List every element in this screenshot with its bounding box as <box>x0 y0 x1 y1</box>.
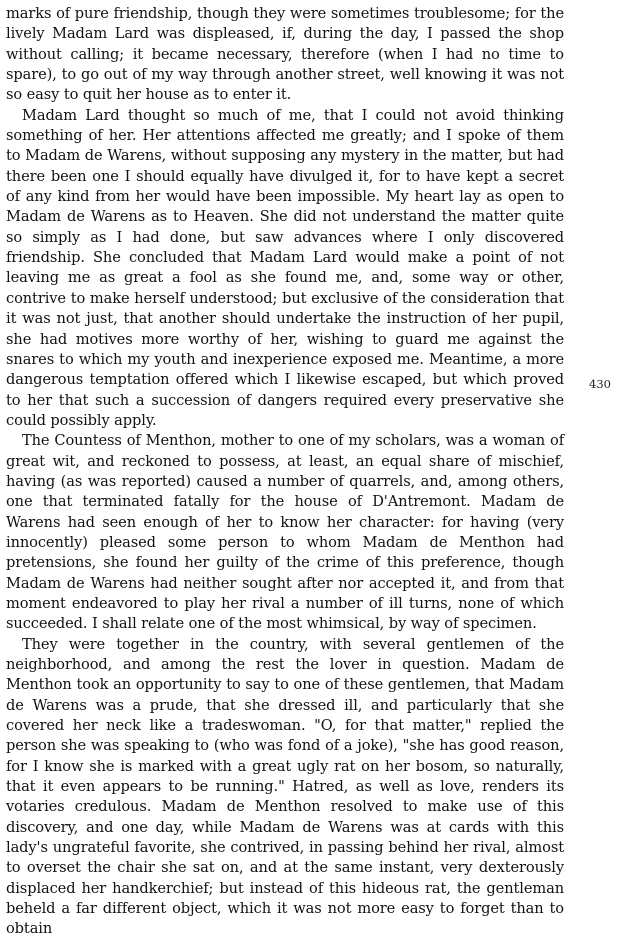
paragraph-country-gathering: They were together in the country, with several gentlemen of the neighborhood, and among the rest the lover in question. Madam de Menthon took an opportunity to say to one of these gentlemen, that Madam de Warens was a prude, that she dressed ill, and particularly that she covered her neck like a tradeswoman. "O, for that matter," replied the person she was speaking to (who was fond of a joke), "she has good reason, for I know she is marked with a great ugly rat on her bosom, so naturally, that it even appears to be running." Hatred, as well as love, renders its votaries credulous. Madam de Menthon resolved to make use of this discovery, and one day, while Madam de Warens was at cards with this lady's ungrateful favorite, she contrived, in passing behind her rival, almost to overset the chair she sat on, and at the same instant, very dexterously displaced her handkerchief; but instead of this hideous rat, the gentleman beheld a far different object, which it was not more easy to forget than to obtain <box>6 635 564 938</box>
book-page-text <box>6 4 564 940</box>
page-number: 430 <box>589 377 611 391</box>
paragraph-continued: marks of pure friendship, though they were sometimes troublesome; for the lively Madam Lard was displeased, if, during the day, I passed the shop without calling; it became necessary, therefore (when I had no time to spare), to go out of my way through another street, well knowing it was not so easy to quit her house as to enter it. <box>6 5 564 104</box>
paragraph-madam-lard: Madam Lard thought so much of me, that I could not avoid thinking something of her. Her attentions affected me greatly; and I spoke of them to Madam de Warens, without supposing any mystery in the matter, but had there been one I should equally have divulged it, for to have kept a secret of any kind from her would have been impossible. My heart lay as open to Madam de Warens as to Heaven. She did not understand the matter quite so simply as I had done, but saw advances where I only discovered friendship. She concluded that Madam Lard would make a point of not leaving me as great a fool as she found me, and, some way or other, contrive to make herself understood; but exclusive of the consideration that it was not just, that another should undertake the instruction of her pupil, she had motives more worthy of her, wishing to guard me against the snares to which my youth and inexperience exposed me. Meantime, a more dangerous temptation offered which I likewise escaped, but which proved to her that such a succession of dangers required every preservative she could possibly apply. <box>6 106 564 429</box>
paragraph-countess-menthon: The Countess of Menthon, mother to one of my scholars, was a woman of great wit, and reckoned to possess, at least, an equal share of mischief, having (as was reported) caused a number of quarrels, and, among others, one that terminated fatally for the house of D'Antremont. Madam de Warens had seen enough of her to know her character: for having (very innocently) pleased some person to whom Madam de Menthon had pretensions, she found her guilty of the crime of this preference, though Madam de Warens had neither sought after nor accepted it, and from that moment endeavored to play her rival a number of ill turns, none of which succeeded. I shall relate one of the most whimsical, by way of specimen. <box>6 432 564 633</box>
